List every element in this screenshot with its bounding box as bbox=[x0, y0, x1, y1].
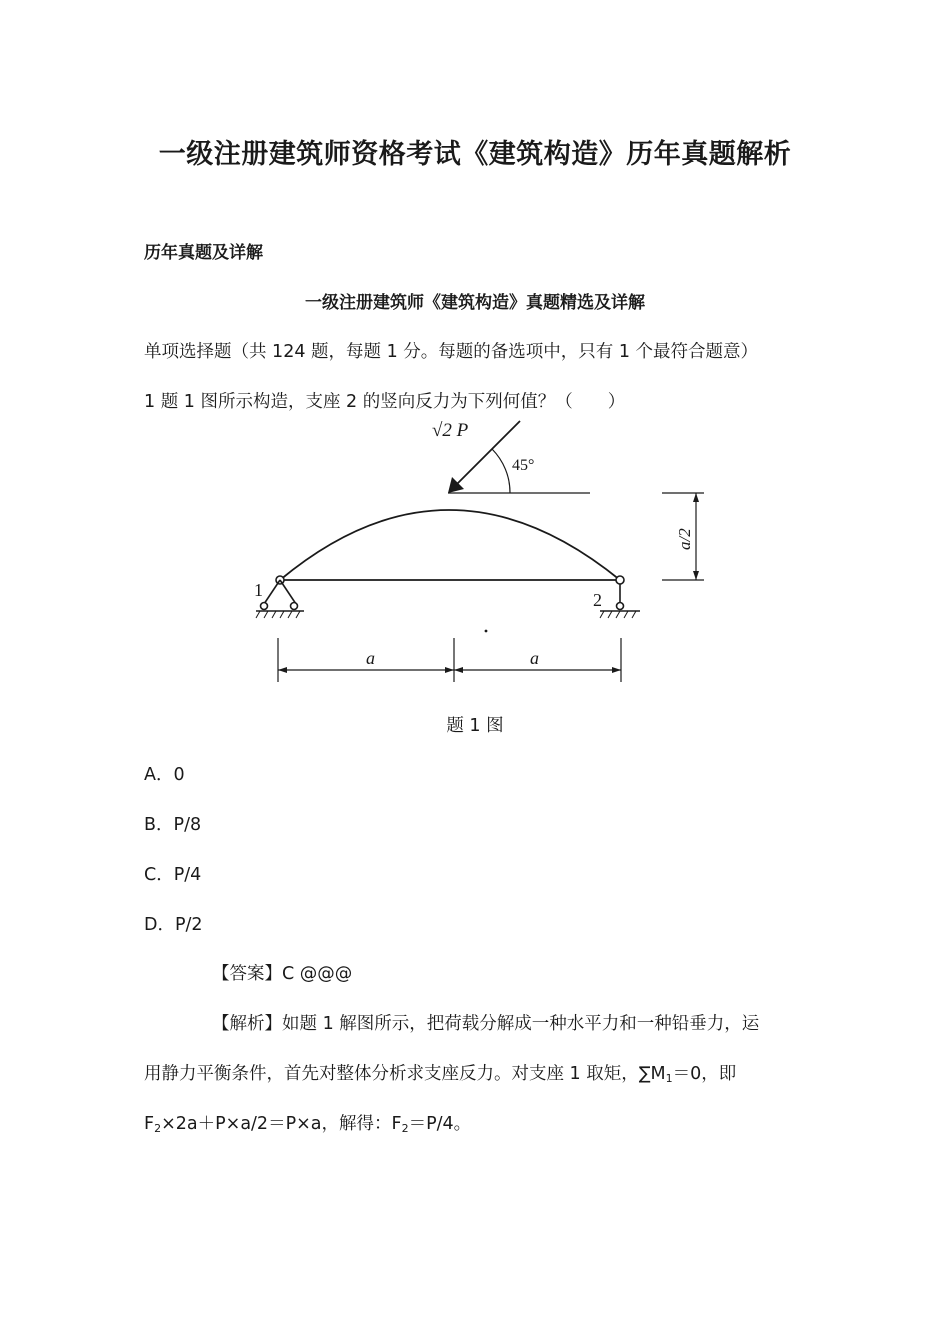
support-1-label: 1 bbox=[254, 580, 263, 600]
angle-arc bbox=[492, 449, 510, 493]
answer-text: C @@@ bbox=[282, 964, 353, 984]
option-b bbox=[144, 811, 201, 836]
span-left-label: a bbox=[366, 648, 375, 668]
option-letter: C． bbox=[144, 865, 174, 885]
force-label: √2 P bbox=[432, 420, 469, 441]
subscript: 1 bbox=[665, 1072, 673, 1085]
answer-line bbox=[212, 960, 352, 985]
option-letter: B． bbox=[144, 815, 174, 835]
analysis-text: ＝P/4。 bbox=[408, 1114, 472, 1134]
span-right-label: a bbox=[530, 648, 539, 668]
analysis-text: 用静力平衡条件，首先对整体分析求支座反力。对支座 1 取矩，∑M bbox=[144, 1064, 666, 1084]
option-text: P/8 bbox=[173, 815, 202, 835]
arch-curve bbox=[280, 510, 620, 580]
span-dimension bbox=[278, 638, 621, 682]
option-letter: A． bbox=[144, 765, 174, 785]
angle-label: 45° bbox=[512, 457, 535, 474]
subtitle: 一级注册建筑师《建筑构造》真题精选及详解 bbox=[305, 293, 645, 313]
section-heading: 历年真题及详解 bbox=[144, 243, 263, 263]
figure-caption: 题 1 图 bbox=[446, 716, 504, 736]
analysis-label: 【解析】 bbox=[212, 1014, 282, 1034]
answer-label: 【答案】 bbox=[212, 964, 282, 984]
intro-text: 单项选择题（共 124 题，每题 1 分。每题的备选项中，只有 1 个最符合题意） bbox=[144, 342, 759, 362]
analysis-text: ×2a＋P×a/2＝P×a，解得：F bbox=[161, 1114, 402, 1134]
question-text: 1 题 1 图所示构造，支座 2 的竖向反力为下列何值？（ ） bbox=[144, 392, 626, 412]
option-text: P/4 bbox=[173, 865, 202, 885]
option-text: 0 bbox=[173, 765, 185, 785]
analysis-line-1 bbox=[212, 1010, 759, 1035]
analysis-text: 如题 1 解图所示，把荷载分解成一种水平力和一种铅垂力，运 bbox=[282, 1014, 760, 1034]
analysis-line-2 bbox=[144, 1060, 736, 1085]
support-2-label: 2 bbox=[593, 590, 602, 610]
option-c bbox=[144, 861, 201, 886]
option-letter: D． bbox=[144, 915, 175, 935]
option-d bbox=[144, 911, 203, 936]
arch-structure-figure bbox=[238, 420, 708, 690]
analysis-line-3 bbox=[144, 1110, 471, 1135]
height-label: a/2 bbox=[675, 528, 694, 550]
subscript: 2 bbox=[401, 1122, 409, 1135]
page-title: 一级注册建筑师资格考试《建筑构造》历年真题解析 bbox=[158, 139, 792, 170]
option-a bbox=[144, 761, 185, 786]
analysis-text: F bbox=[144, 1114, 155, 1134]
option-text: P/2 bbox=[174, 915, 203, 935]
subscript: 2 bbox=[154, 1122, 162, 1135]
analysis-text: ＝0，即 bbox=[672, 1064, 737, 1084]
